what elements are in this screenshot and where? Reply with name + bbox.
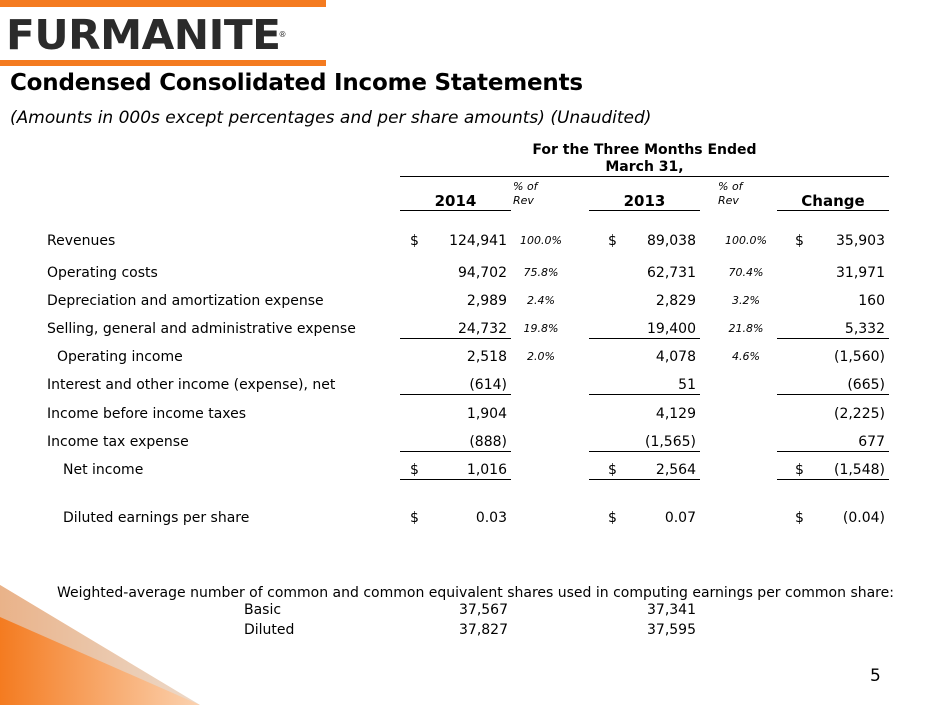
- cell-value: 1,016: [466, 462, 507, 478]
- row-label: Interest and other income (expense), net: [47, 377, 336, 393]
- value-cell: [777, 291, 889, 310]
- shares-footnote: Weighted-average number of common and common equivalent shares used in computing earnings per common share:: [57, 585, 894, 601]
- cell-value: 51: [678, 377, 696, 393]
- table-row: [0, 432, 940, 452]
- furmanite-logo: [6, 10, 286, 60]
- period-header-line1: For the Three Months Ended: [532, 142, 757, 158]
- cell-value: 0.03: [475, 510, 507, 526]
- cell-value: 2,518: [466, 349, 507, 365]
- cell-value: 4,078: [655, 349, 696, 365]
- pct-of-revenue: 19.8%: [523, 322, 559, 335]
- value-cell: [400, 231, 511, 250]
- cell-value: 1,904: [466, 406, 507, 422]
- page-subtitle: (Amounts in 000s except percentages and per share amounts) (Unaudited): [10, 108, 652, 128]
- shares-label: Basic: [244, 602, 282, 618]
- pct-of-revenue: 2.0%: [527, 350, 555, 363]
- cell-value: (0.04): [842, 510, 885, 526]
- cell-value: 62,731: [647, 265, 696, 281]
- cell-value: 160: [858, 293, 885, 309]
- cell-value: 35,903: [836, 233, 885, 249]
- dollar-sign: $: [608, 462, 617, 478]
- cell-value: 24,732: [458, 321, 507, 337]
- cell-value: (665): [847, 377, 885, 393]
- cell-value: 2,564: [655, 462, 696, 478]
- value-cell: [589, 291, 700, 310]
- cell-value: 94,702: [458, 265, 507, 281]
- value-cell: [589, 508, 700, 527]
- value-cell: [777, 231, 889, 250]
- shares-2013: 37,341: [647, 602, 696, 618]
- pct-header-line1: % of: [513, 180, 538, 193]
- value-cell: [400, 319, 511, 339]
- cell-value: 677: [858, 434, 885, 450]
- top-accent-bar: [0, 0, 326, 7]
- pct-header-line1: % of: [718, 180, 743, 193]
- col-header-2014: 2014: [400, 192, 511, 211]
- shares-2013: 37,595: [647, 622, 696, 638]
- row-label: Revenues: [47, 233, 116, 249]
- cell-value: 124,941: [449, 233, 507, 249]
- pct-of-revenue: 4.6%: [732, 350, 760, 363]
- dollar-sign: $: [795, 462, 804, 478]
- pct-header-line2: Rev: [718, 194, 739, 207]
- cell-value: 19,400: [647, 321, 696, 337]
- table-row: [0, 460, 940, 480]
- cell-value: (1,548): [833, 462, 885, 478]
- shares-2014: 37,827: [459, 622, 508, 638]
- value-cell: [777, 404, 889, 423]
- value-cell: [589, 375, 700, 395]
- page-number: 5: [870, 666, 881, 686]
- row-label: Depreciation and amortization expense: [47, 293, 324, 309]
- value-cell: [777, 319, 889, 339]
- cell-value: 5,332: [844, 321, 885, 337]
- shares-label: Diluted: [244, 622, 295, 638]
- table-row: [0, 319, 940, 339]
- pct-of-revenue: 100.0%: [725, 234, 767, 247]
- dollar-sign: $: [410, 510, 419, 526]
- table-row: [0, 231, 940, 251]
- value-cell: [589, 319, 700, 339]
- registered-mark: ®: [278, 30, 287, 39]
- orange-wedge-decoration: [0, 585, 200, 705]
- dollar-sign: $: [795, 510, 804, 526]
- cell-value: (614): [469, 377, 507, 393]
- period-header-line2: March 31,: [605, 159, 684, 175]
- cell-value: 0.07: [664, 510, 696, 526]
- pct-of-revenue: 100.0%: [520, 234, 562, 247]
- value-cell: [400, 460, 511, 480]
- row-label: Operating income: [57, 349, 183, 365]
- row-label: Operating costs: [47, 265, 158, 281]
- cell-value: (1,560): [833, 349, 885, 365]
- logo-text: FURMANITE: [6, 11, 281, 59]
- value-cell: [589, 460, 700, 480]
- cell-value: (2,225): [833, 406, 885, 422]
- cell-value: 31,971: [836, 265, 885, 281]
- row-label: Income before income taxes: [47, 406, 247, 422]
- value-cell: [777, 508, 889, 527]
- dollar-sign: $: [795, 233, 804, 249]
- pct-of-revenue: 2.4%: [527, 294, 555, 307]
- row-label: Diluted earnings per share: [63, 510, 250, 526]
- value-cell: [777, 432, 889, 452]
- value-cell: [777, 263, 889, 282]
- pct-header-line2: Rev: [513, 194, 534, 207]
- value-cell: [589, 263, 700, 282]
- page-title: Condensed Consolidated Income Statements: [10, 70, 583, 96]
- col-header-2013: 2013: [589, 192, 700, 211]
- cell-value: (1,565): [644, 434, 696, 450]
- period-header: [400, 142, 889, 176]
- pct-of-revenue: 3.2%: [732, 294, 760, 307]
- row-label: Income tax expense: [47, 434, 189, 450]
- value-cell: [777, 460, 889, 480]
- col-header-pct-2014: [513, 180, 538, 208]
- pct-of-revenue: 75.8%: [523, 266, 559, 279]
- value-cell: [589, 231, 700, 250]
- value-cell: [589, 432, 700, 452]
- cell-value: 89,038: [647, 233, 696, 249]
- table-row: [0, 404, 940, 424]
- value-cell: [400, 404, 511, 423]
- dollar-sign: $: [608, 233, 617, 249]
- table-row: [0, 263, 940, 283]
- table-row: [0, 508, 940, 528]
- value-cell: [589, 404, 700, 423]
- row-label: Net income: [63, 462, 144, 478]
- pct-of-revenue: 70.4%: [728, 266, 764, 279]
- cell-value: 4,129: [655, 406, 696, 422]
- cell-value: 2,989: [466, 293, 507, 309]
- col-header-change: Change: [777, 192, 889, 211]
- table-row: [0, 347, 940, 367]
- value-cell: [777, 375, 889, 395]
- pct-of-revenue: 21.8%: [728, 322, 764, 335]
- value-cell: [777, 347, 889, 366]
- dollar-sign: $: [608, 510, 617, 526]
- logo-underline-bar: [0, 60, 326, 66]
- value-cell: [400, 508, 511, 527]
- cell-value: 2,829: [655, 293, 696, 309]
- row-label: Selling, general and administrative expense: [47, 321, 356, 337]
- value-cell: [400, 291, 511, 310]
- value-cell: [400, 347, 511, 366]
- dollar-sign: $: [410, 233, 419, 249]
- shares-2014: 37,567: [459, 602, 508, 618]
- dollar-sign: $: [410, 462, 419, 478]
- value-cell: [400, 263, 511, 282]
- value-cell: [400, 375, 511, 395]
- period-divider: [400, 176, 889, 177]
- table-row: [0, 291, 940, 311]
- col-header-pct-2013: [718, 180, 743, 208]
- cell-value: (888): [469, 434, 507, 450]
- value-cell: [400, 432, 511, 452]
- value-cell: [589, 347, 700, 366]
- table-row: [0, 375, 940, 395]
